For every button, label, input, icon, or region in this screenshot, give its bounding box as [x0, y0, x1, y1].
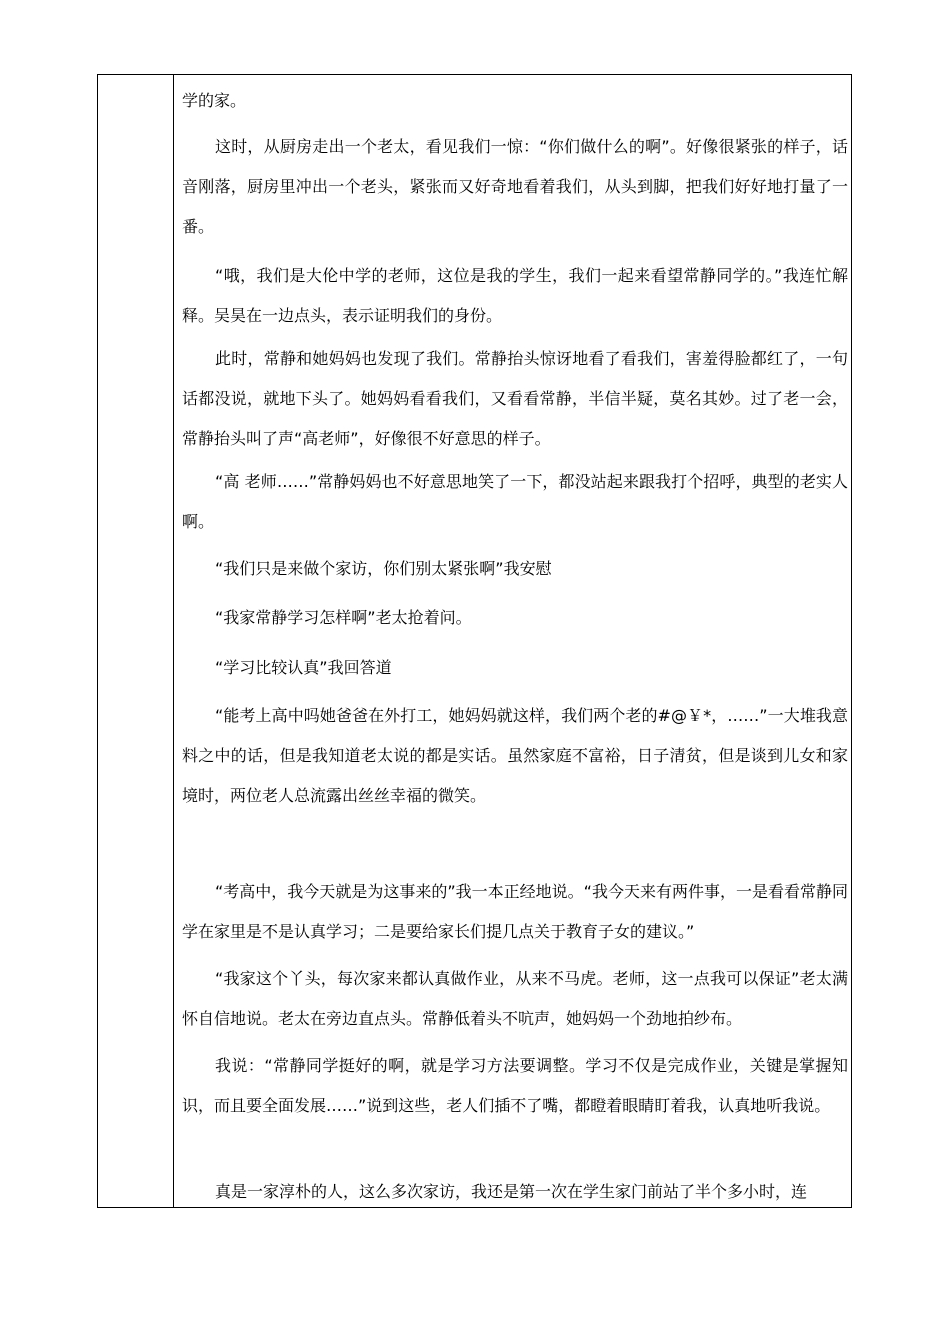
- paragraph-1: 学的家。: [182, 91, 247, 110]
- paragraph-5: “高 老师……”常静妈妈也不好意思地笑了一下，都没站起来跟我打个招呼，典型的老实人啊。: [182, 472, 848, 531]
- paragraph-4: 此时，常静和她妈妈也发现了我们。常静抬头惊讶地看了看我们，害羞得脸都红了，一句话都没说，就地下头了。她妈妈看看我们，又看看常静，半信半疑，莫名其妙。过了老一会，常静抬头叫了声“高老师”，好像很不好意思的样子。: [182, 349, 848, 448]
- paragraph-10: “考高中，我今天就是为这事来的”我一本正经地说。“我今天来有两件事，一是看看常静同学在家里是不是认真学习；二是要给家长们提几点关于教育子女的建议。”: [182, 882, 848, 941]
- document-table: [97, 74, 852, 1208]
- paragraph-11: “我家这个丫头，每次家来都认真做作业，从来不马虎。老师，这一点我可以保证”老太满怀自信地说。老太在旁边直点头。常静低着头不吭声，她妈妈一个劲地拍纱布。: [182, 969, 848, 1028]
- paragraph-3: “哦，我们是大伦中学的老师，这位是我的学生，我们一起来看望常静同学的。”我连忙解释。吴昊在一边点头，表示证明我们的身份。: [182, 266, 848, 325]
- paragraph-6: “我们只是来做个家访，你们别太紧张啊”我安慰: [215, 559, 552, 578]
- paragraph-2: 这时，从厨房走出一个老太，看见我们一惊：“你们做什么的啊”。好像很紧张的样子，话音刚落，厨房里冲出一个老头，紧张而又好奇地看着我们，从头到脚，把我们好好地打量了一番。: [182, 137, 848, 236]
- paragraph-13: 真是一家淳朴的人，这么多次家访，我还是第一次在学生家门前站了半个多小时，连: [215, 1182, 808, 1201]
- label-column: [98, 75, 174, 1207]
- paragraph-9: “能考上高中吗她爸爸在外打工，她妈妈就这样，我们两个老的#@￥*，……”一大堆我意料之中的话，但是我知道老太说的都是实话。虽然家庭不富裕，日子清贫，但是谈到儿女和家境时，两位老人总流露出丝丝幸福的微笑。: [182, 706, 848, 805]
- paragraph-7: “我家常静学习怎样啊”老太抢着问。: [215, 608, 472, 627]
- paragraph-8: “学习比较认真”我回答道: [215, 658, 392, 677]
- paragraph-12: 我说：“常静同学挺好的啊，就是学习方法要调整。学习不仅是完成作业，关键是掌握知识，而且要全面发展……”说到这些，老人们插不了嘴，都瞪着眼睛盯着我，认真地听我说。: [182, 1056, 848, 1115]
